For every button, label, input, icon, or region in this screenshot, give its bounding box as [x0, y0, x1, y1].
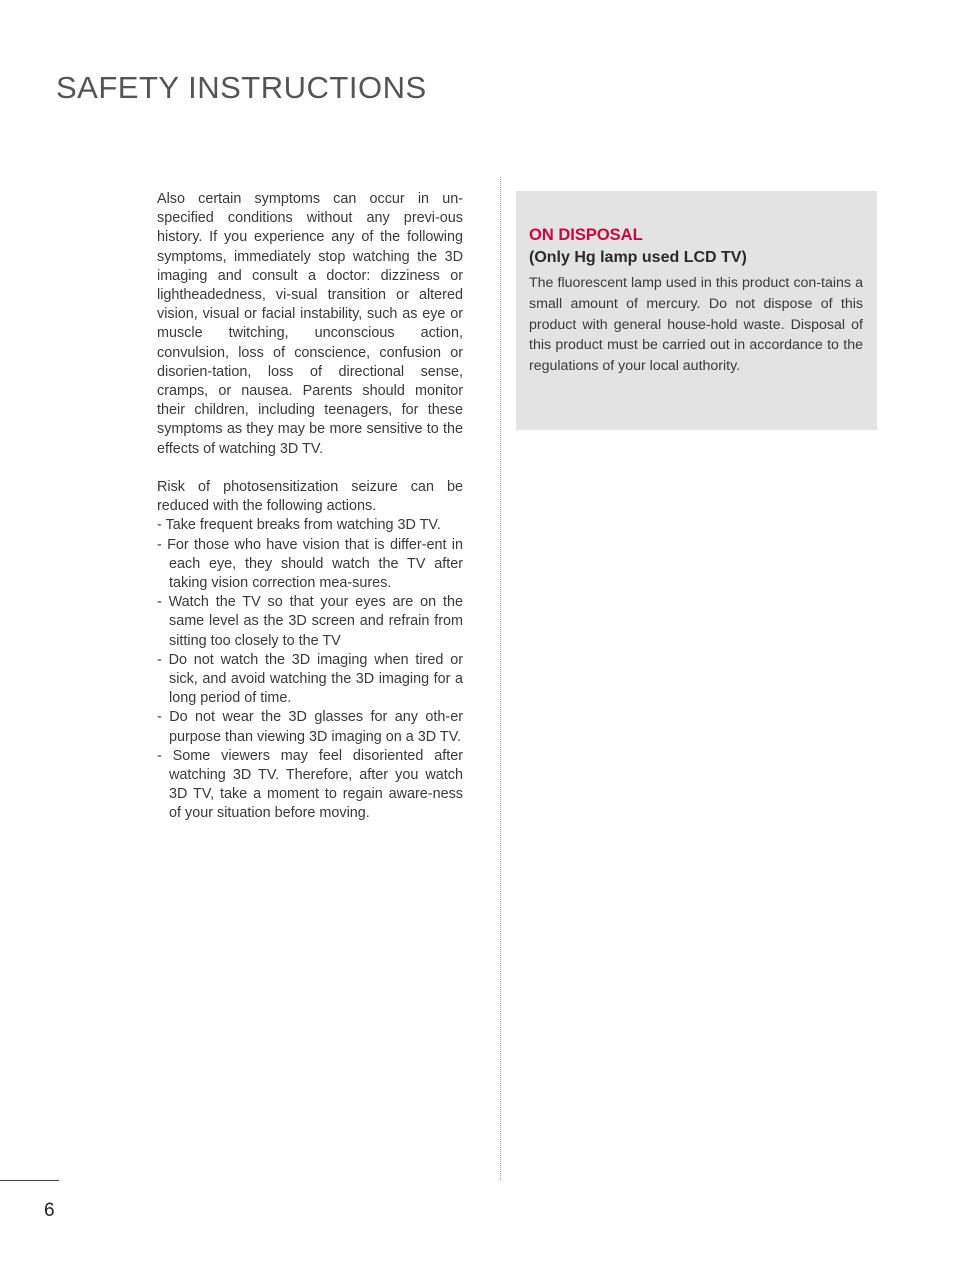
symptoms-paragraph: Also certain symptoms can occur in un-specified conditions without any previ-ous history. If you experience any of the following symptoms, immediately stop watching the 3D imaging and consult a doctor: dizziness or lightheadedness, vi-sual transition or altered vision, visual or facial instability, such as eye or muscle twitching, unconscious action, convulsion, loss of conscience, confusion or disorien-tation, loss of directional sense, cramps, or nausea. Parents should monitor their children, including teenagers, for these symptoms as they may be more sensitive to the effects of watching 3D TV.: [157, 191, 463, 457]
risk-paragraph: Risk of photosensitization seizure can be reduced with the following actions.: [157, 479, 463, 515]
list-item: - Watch the TV so that your eyes are on the same level as the 3D screen and refrain from sitting too closely to the TV: [157, 594, 463, 649]
list-item: - Take frequent breaks from watching 3D TV.: [157, 517, 441, 534]
page-number: 6: [44, 1200, 55, 1221]
disposal-subtitle: (Only Hg lamp used LCD TV): [529, 249, 747, 266]
left-column: [157, 190, 463, 824]
list-item: - For those who have vision that is differ-ent in each eye, they should watch the TV after taking vision correction mea-sures.: [157, 536, 463, 592]
list-item: - Some viewers may feel disoriented after watching 3D TV. Therefore, after you watch 3D TV, take a moment to regain aware-ness of your situation before moving.: [157, 747, 463, 822]
disposal-title: ON DISPOSAL: [529, 226, 643, 244]
disposal-box: [516, 191, 877, 430]
list-item: - Do not watch the 3D imaging when tired or sick, and avoid watching the 3D imaging for a long period of time.: [157, 651, 463, 707]
page-title: SAFETY INSTRUCTIONS: [56, 70, 427, 105]
disposal-text: The fluorescent lamp used in this product con-tains a small amount of mercury. Do not dispose of this product with general house-hold waste. Disposal of this product must be carried out in accordance to the regulations of your local authority.: [529, 275, 863, 375]
paragraph-gap: [157, 459, 463, 478]
precautions-list: [157, 516, 463, 823]
footer-rule: [0, 1180, 59, 1181]
column-divider: [500, 177, 501, 1180]
list-item: - Do not wear the 3D glasses for any oth-er purpose than viewing 3D imaging on a 3D TV.: [157, 709, 463, 745]
